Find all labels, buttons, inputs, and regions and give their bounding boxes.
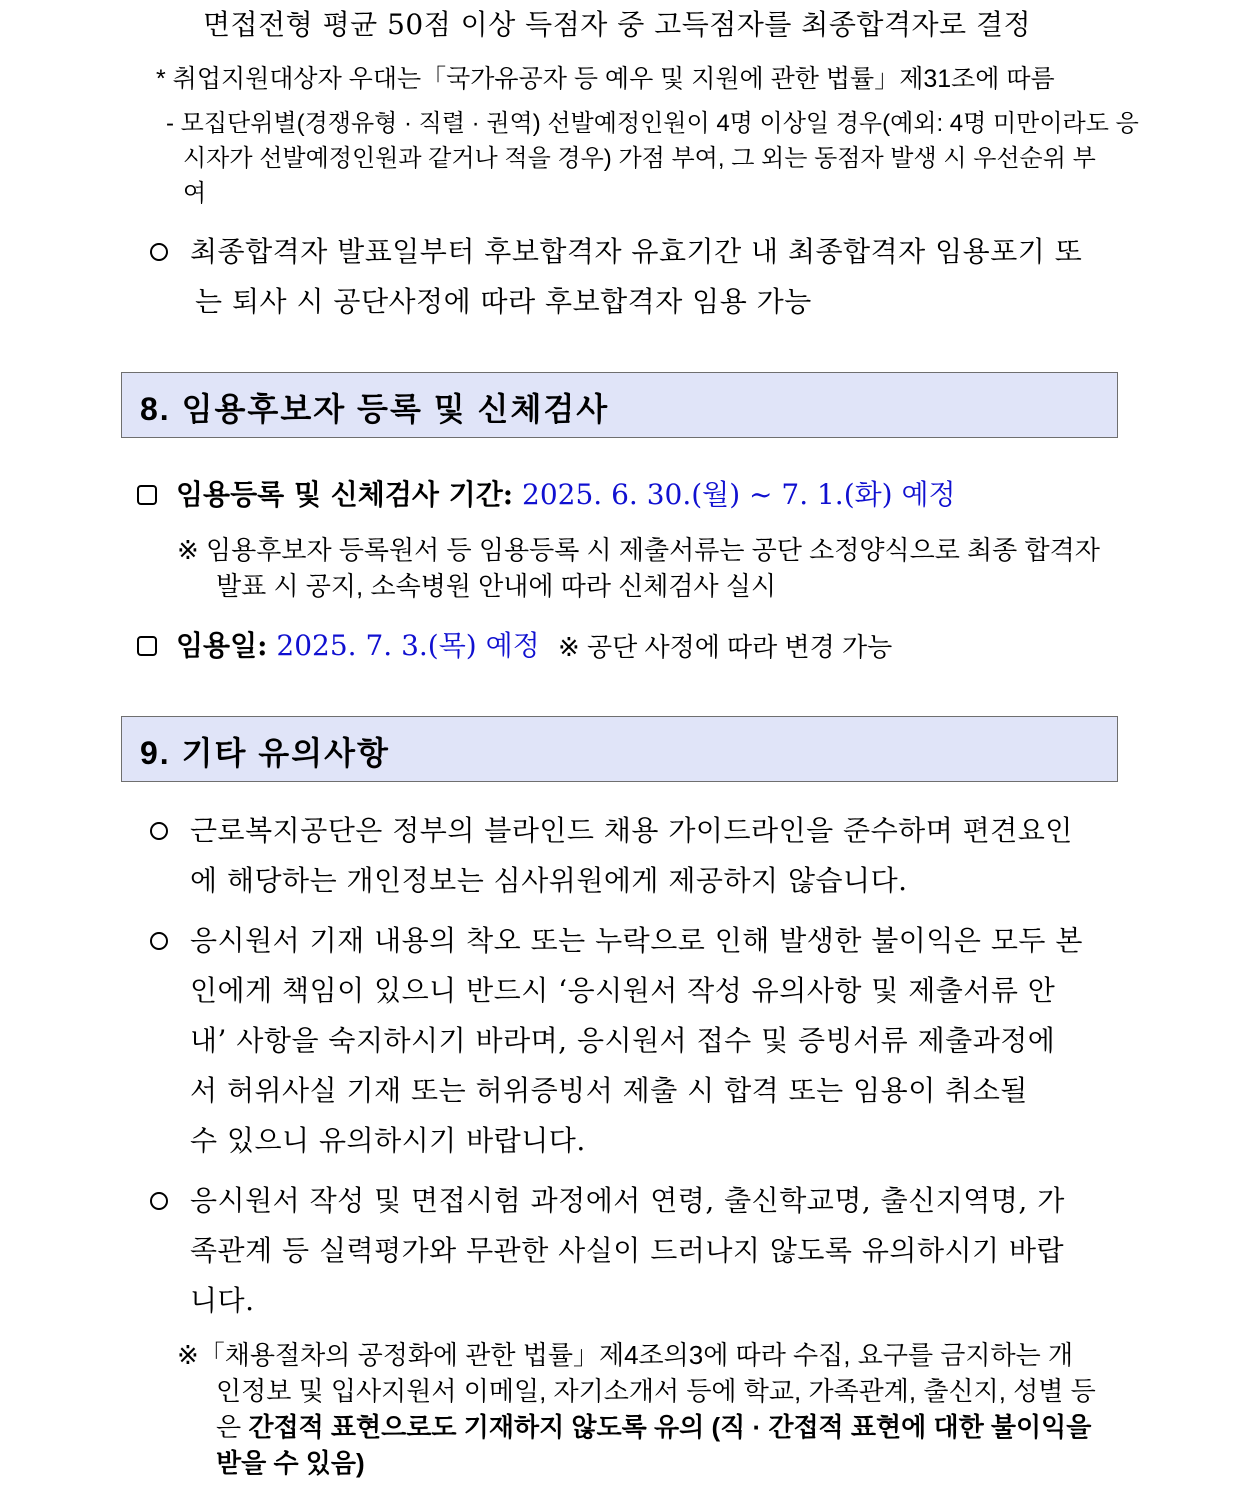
reserve-pass-line-2: 는 퇴사 시 공단사정에 따라 후보합격자 임용 가능 [195,285,812,318]
section-8-header [121,372,1118,438]
legal-note-plain: 은 [216,1412,242,1442]
section-8-title: 8. 임용후보자 등록 및 신체검사 [140,391,610,427]
bonus-note-line-3: 여 [183,180,207,207]
application-error-line-2: 인에게 책임이 있으니 반드시 ‘응시원서 작성 유의사항 및 제출서류 안 [190,974,1056,1007]
circle-bullet-icon [150,243,168,261]
appointment-date [176,621,540,671]
blind-hiring-line-1: 근로복지공단은 정부의 블라인드 채용 가이드라인을 준수하며 편견요인 [190,814,1073,847]
legal-note-bold: 간접적 표현으로도 기재하지 않도록 유의 (직 · 간접적 표현에 대한 불이익을 [248,1412,1092,1442]
legal-note-line-3 [216,1409,1091,1445]
bias-avoidance-line-1: 응시원서 작성 및 면접시험 과정에서 연령, 출신학교명, 출신지역명, 가 [190,1184,1065,1217]
bias-avoidance-line-3: 니다. [190,1284,255,1317]
legal-note-line-1: ※「채용절차의 공정화에 관한 법률」제4조의3에 따라 수집, 요구를 금지하는 개 [177,1340,1074,1370]
appointment-date-note: ※ 공단 사정에 따라 변경 가능 [558,632,893,662]
final-pass-criteria: 면접전형 평균 50점 이상 득점자 중 고득점자를 최종합격자로 결정 [203,8,1032,41]
checkbox-icon [137,485,157,505]
registration-period-value: 2025. 6. 30.(월) ~ 7. 1.(화) 예정 [522,478,956,511]
blind-hiring-line-2: 에 해당하는 개인정보는 심사위원에게 제공하지 않습니다. [190,864,908,897]
legal-note-line-4: 받을 수 있음) [216,1448,365,1478]
appointment-date-value: 2025. 7. 3.(목) 예정 [276,629,540,662]
registration-note-line-1: ※ 임용후보자 등록원서 등 임용등록 시 제출서류는 공단 소정양식으로 최종 합격자 [177,535,1100,565]
application-error-line-3: 내’ 사항을 숙지하시기 바라며, 응시원서 접수 및 증빙서류 제출과정에 [190,1024,1056,1057]
section-9-header [121,716,1118,782]
application-error-line-4: 서 허위사실 기재 또는 허위증빙서 제출 시 합격 또는 임용이 취소될 [190,1074,1028,1107]
application-error-line-1: 응시원서 기재 내용의 착오 또는 누락으로 인해 발생한 불이익은 모두 본 [190,924,1083,957]
bias-avoidance-line-2: 족관계 등 실력평가와 무관한 사실이 드러나지 않도록 유의하시기 바랍 [190,1234,1065,1267]
checkbox-icon [137,636,157,656]
bonus-note-line-1: - 모집단위별(경쟁유형 · 직렬 · 권역) 선발예정인원이 4명 이상일 경우(예외: 4명 미만이라도 응 [166,110,1139,137]
section-9-title: 9. 기타 유의사항 [140,735,390,771]
veteran-preference-note: * 취업지원대상자 우대는「국가유공자 등 예우 및 지원에 관한 법률」제31조에 따름 [156,65,1055,93]
reserve-pass-line-1: 최종합격자 발표일부터 후보합격자 유효기간 내 최종합격자 임용포기 또 [190,235,1083,268]
registration-period-label: 임용등록 및 신체검사 기간: [176,478,514,511]
legal-note-line-2: 인정보 및 입사지원서 이메일, 자기소개서 등에 학교, 가족관계, 출신지, 성별 등 [216,1376,1096,1406]
application-error-line-5: 수 있으니 유의하시기 바랍니다. [190,1124,586,1157]
bonus-note-line-2: 시자가 선발예정인원과 같거나 적을 경우) 가점 부여, 그 외는 동점자 발생 시 우선순위 부 [183,145,1096,172]
registration-period [176,470,956,520]
circle-bullet-icon [150,822,168,840]
appointment-date-label: 임용일: [176,629,268,662]
circle-bullet-icon [150,932,168,950]
circle-bullet-icon [150,1192,168,1210]
registration-note-line-2: 발표 시 공지, 소속병원 안내에 따라 신체검사 실시 [216,571,777,601]
